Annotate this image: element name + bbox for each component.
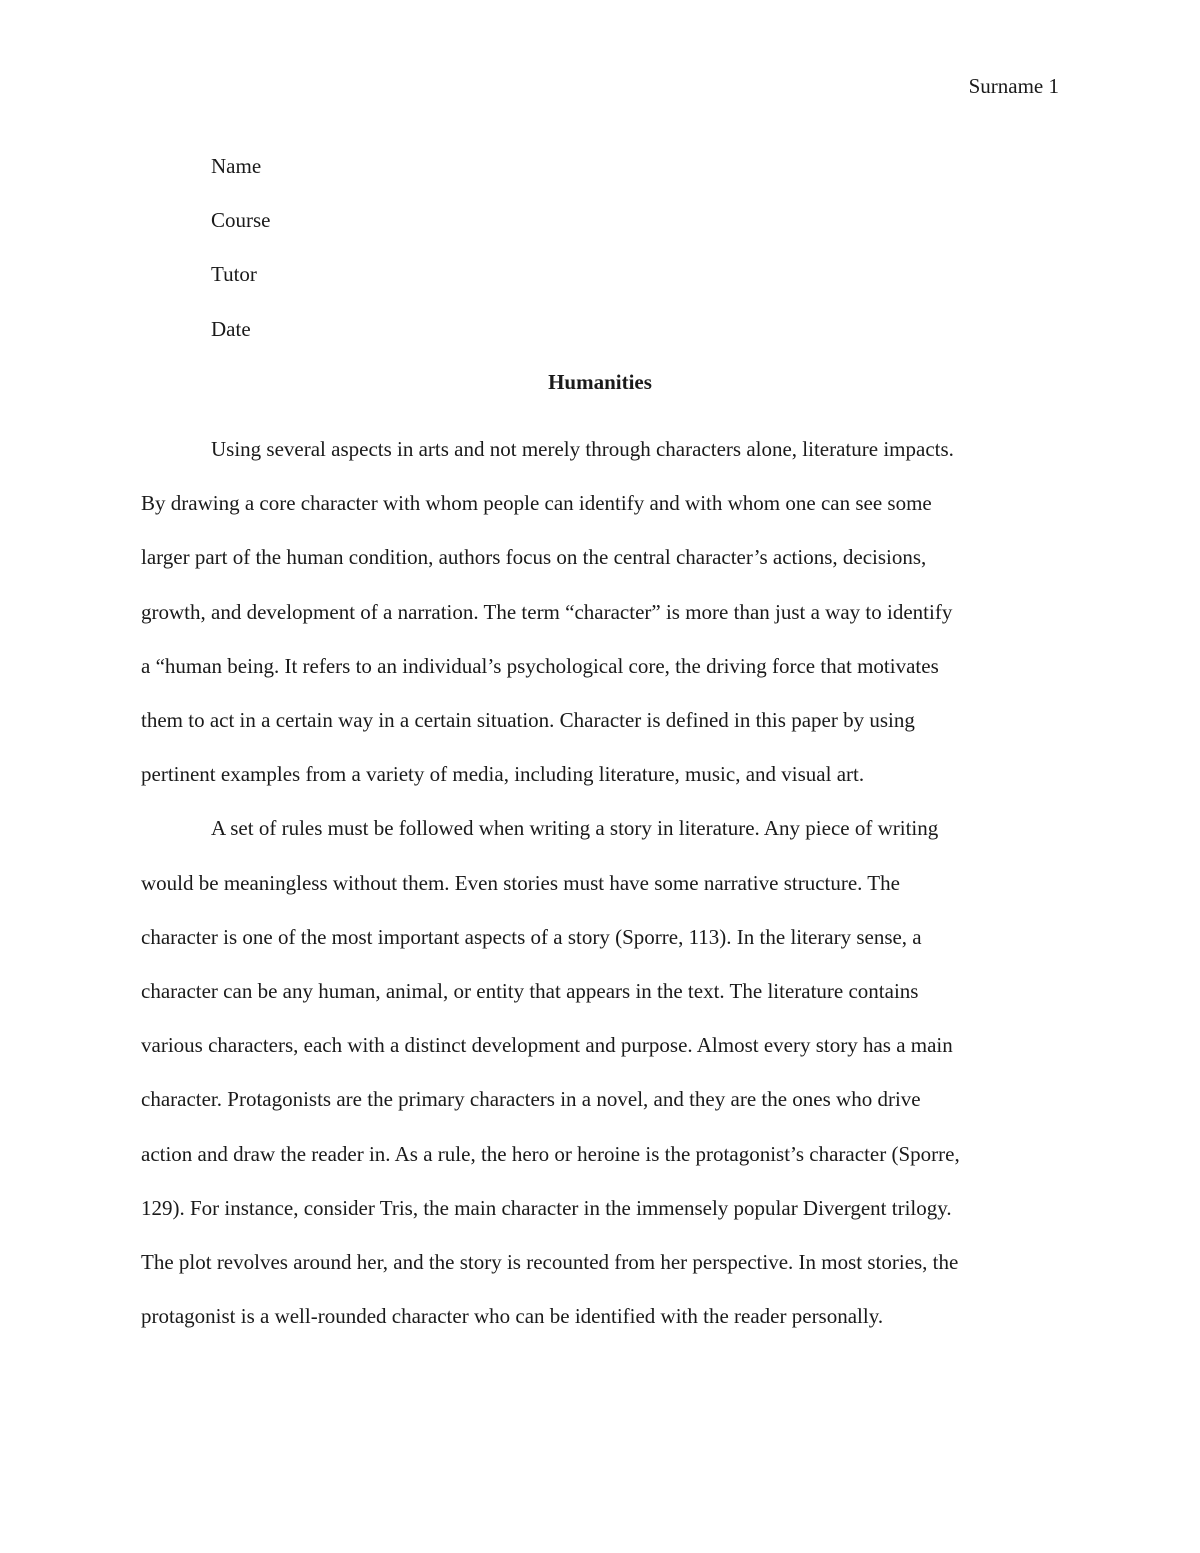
heading-tutor: Tutor <box>211 262 257 287</box>
text-line: would be meaningless without them. Even stories must have some narrative structure. The <box>141 870 900 895</box>
text-line: character is one of the most important aspects of a story (Sporre, 113). In the literary sense, a <box>141 924 922 949</box>
heading-date: Date <box>211 316 251 341</box>
text-line: pertinent examples from a variety of media, including literature, music, and visual art. <box>141 762 865 787</box>
text-line: various characters, each with a distinct development and purpose. Almost every story has a main <box>141 1033 953 1058</box>
text-line: them to act in a certain way in a certain situation. Character is defined in this paper by using <box>141 708 915 733</box>
heading-name: Name <box>211 154 262 178</box>
text-line: protagonist is a well-rounded character who can be identified with the reader personally. <box>141 1304 884 1329</box>
document-title: Humanities <box>548 370 652 394</box>
text-line: The plot revolves around her, and the story is recounted from her perspective. In most stories, the <box>141 1250 959 1275</box>
text-line: larger part of the human condition, authors focus on the central character’s actions, decisions, <box>141 545 927 570</box>
paragraph-1 <box>141 422 1063 801</box>
text-line: By drawing a core character with whom people can identify and with whom one can see some <box>141 491 932 516</box>
document-body <box>141 422 1063 1343</box>
text-line: 129). For instance, consider Tris, the main character in the immensely popular Divergent trilogy. <box>141 1195 952 1220</box>
text-line: a “human being. It refers to an individual’s psychological core, the driving force that motivates <box>141 653 939 678</box>
text-line: character. Protagonists are the primary characters in a novel, and they are the ones who drive <box>141 1087 921 1112</box>
text-line: Using several aspects in arts and not merely through characters alone, literature impacts. <box>211 437 954 461</box>
page-header <box>969 72 1059 100</box>
text-line: A set of rules must be followed when writing a story in literature. Any piece of writing <box>211 816 939 841</box>
student-heading <box>211 152 271 369</box>
text-line: action and draw the reader in. As a rule, the hero or heroine is the protagonist’s character (Sporre, <box>141 1141 960 1166</box>
text-line: growth, and development of a narration. The term “character” is more than just a way to identify <box>141 599 953 624</box>
heading-course: Course <box>211 208 271 233</box>
text-line: character can be any human, animal, or entity that appears in the text. The literature contains <box>141 979 919 1004</box>
paragraph-2 <box>141 801 1063 1343</box>
page-number-label: Surname 1 <box>968 74 1059 98</box>
